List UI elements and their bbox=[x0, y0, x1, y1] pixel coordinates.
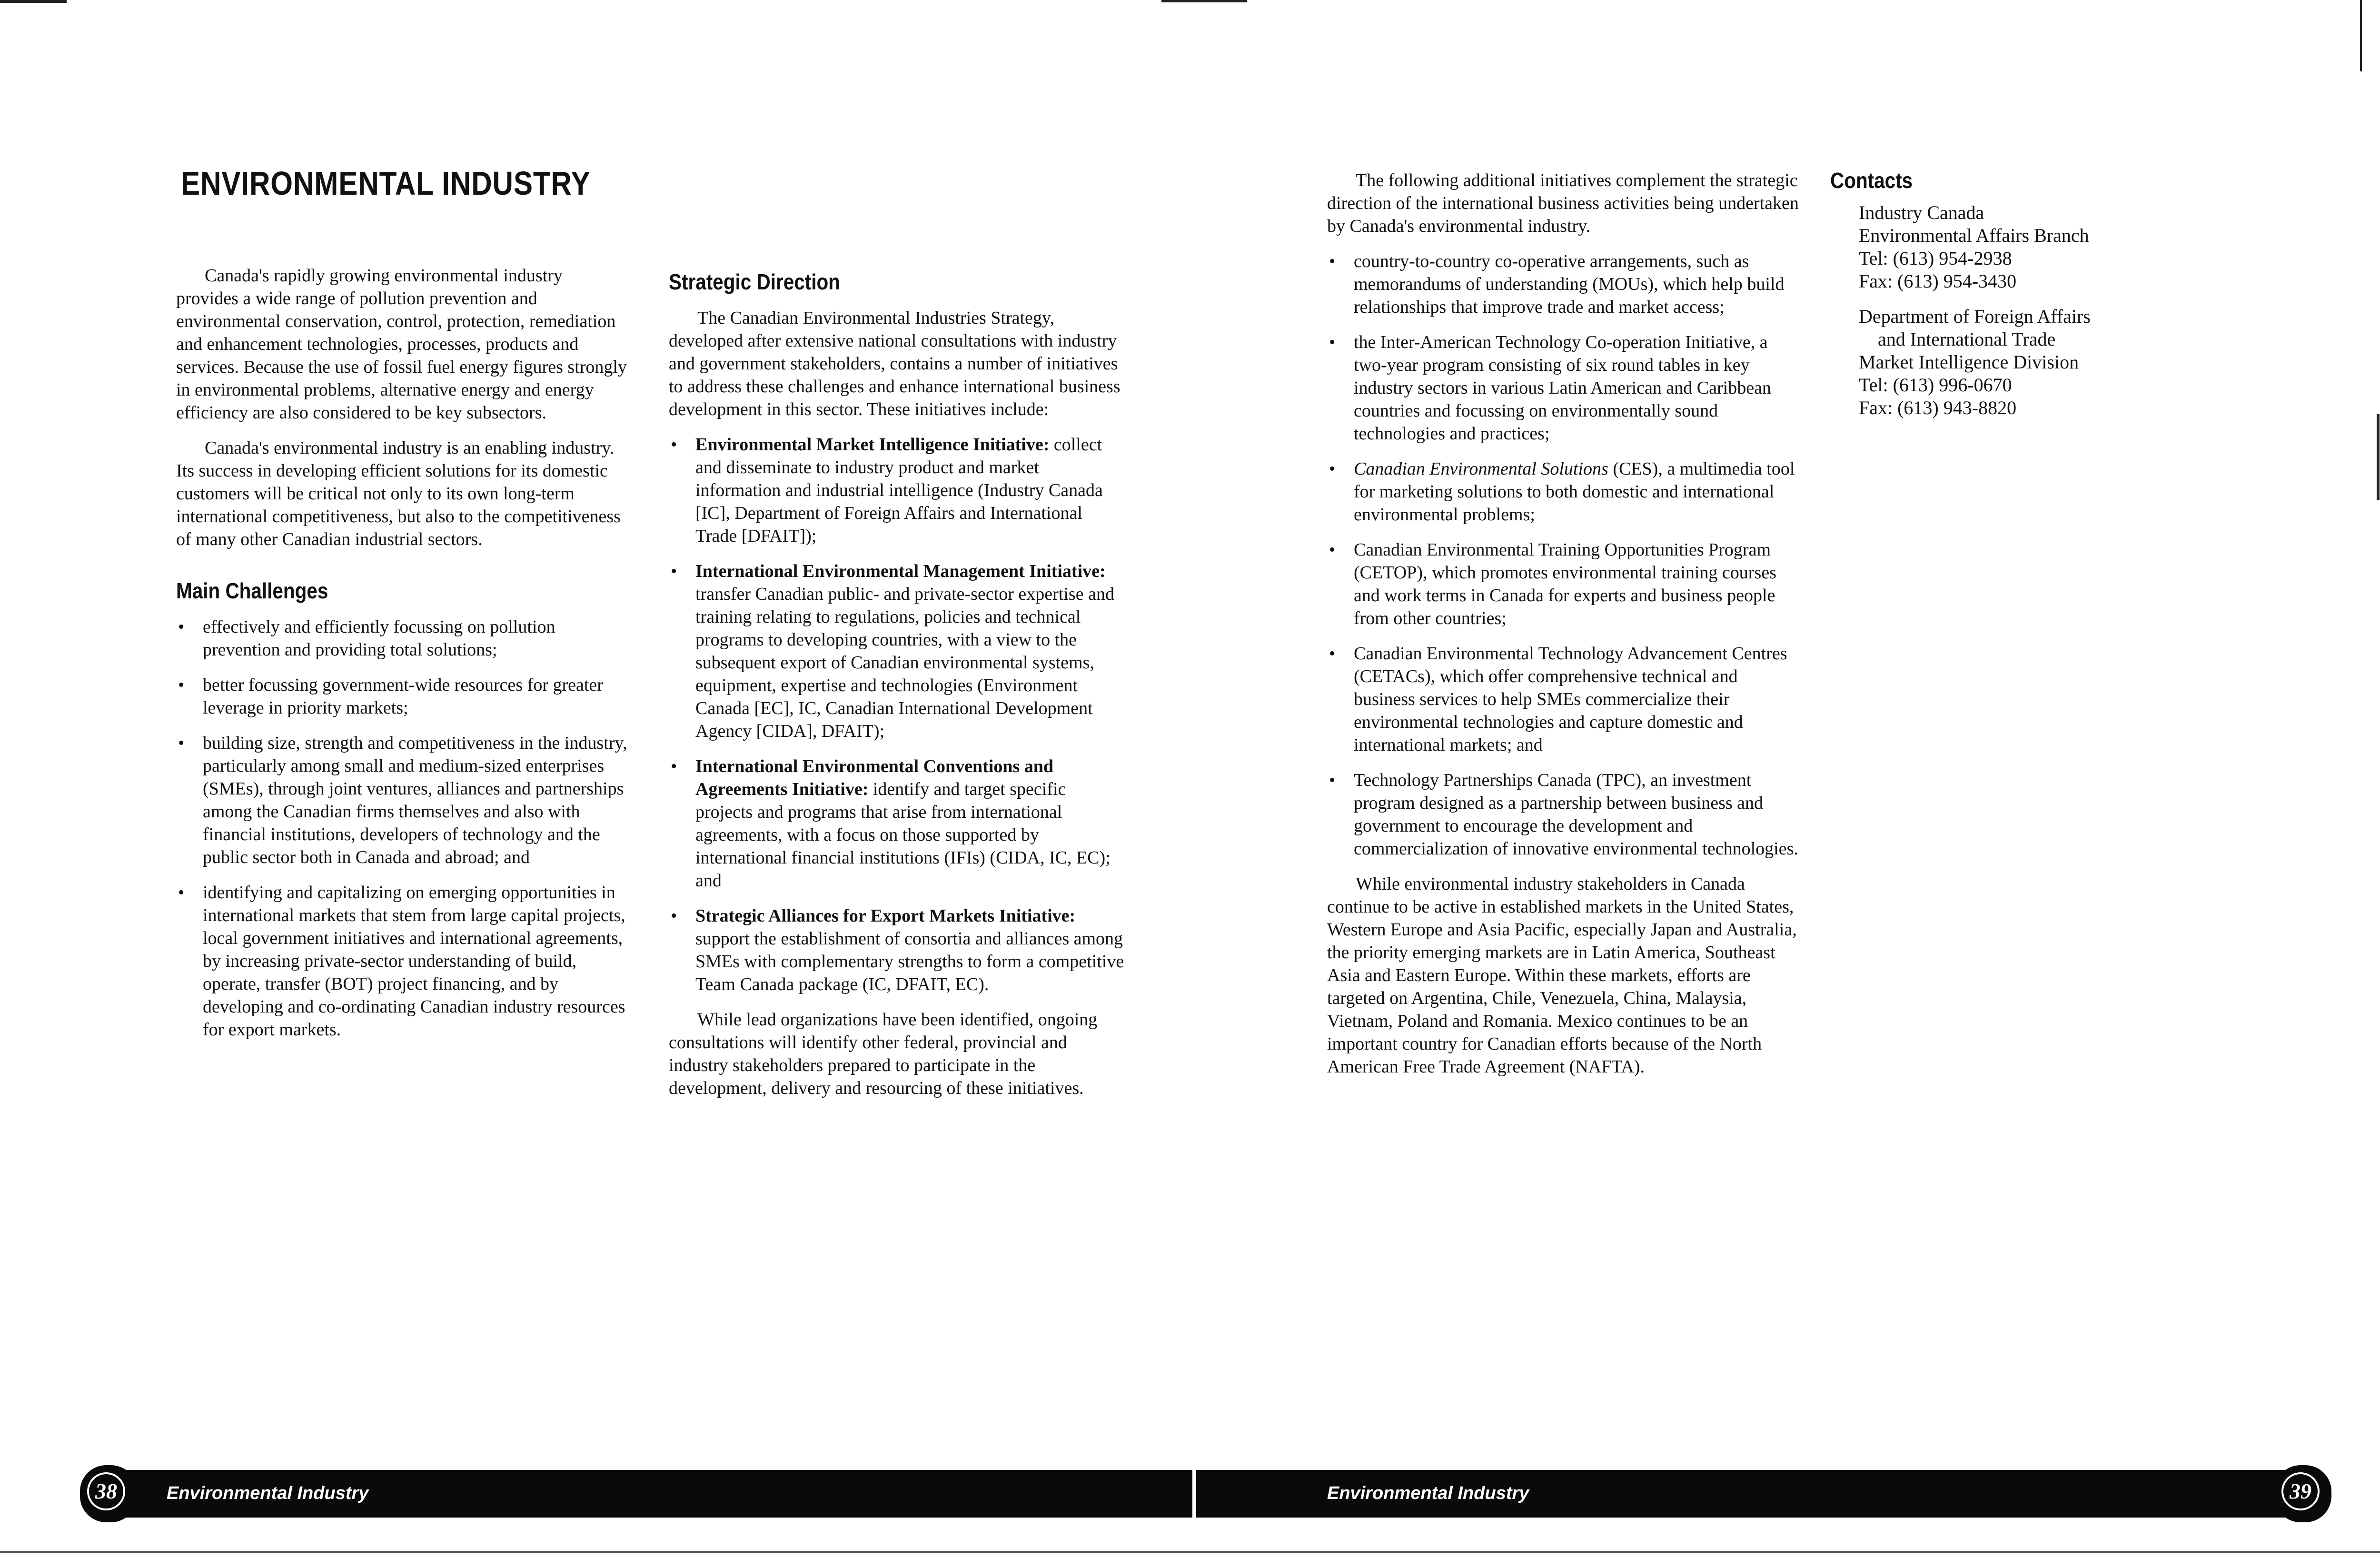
strategic-direction-intro: The Canadian Environmental Industries Strategy, developed after extensive national consultations with industry and government stakeholders, contains a number of initiatives to address these challenges and enhance international business development in this sector. These initiatives include: bbox=[669, 308, 1121, 419]
list-item: • better focussing government-wide resources for greater leverage in priority markets; bbox=[176, 674, 628, 719]
list-item bbox=[669, 755, 1126, 892]
initiative-text: Canadian Environmental Technology Advancement Centres (CETACs), which offer comprehensive technical and business services to help SMEs commercialize their environmental technologies and capture domestic and international markets; and bbox=[1354, 644, 1787, 755]
list-item bbox=[1327, 538, 1803, 630]
scan-edge-mark bbox=[0, 0, 67, 3]
contact-fax: Fax: (613) 943-8820 bbox=[1859, 397, 2017, 418]
initiative-text: the Inter-American Technology Co-operation Initiative, a two-year program consisting of six round tables in key industry sectors in various Latin American and Caribbean countries and focussing on environmentally sound technologies and practices; bbox=[1354, 332, 1771, 444]
list-item: • identifying and capitalizing on emerging opportunities in international markets that stem from large capital projects, local government initiatives and international agreements, by increasing private-sector understanding of build, operate, transfer (BOT) project financing, and by developing and co-ordinating Canadian industry resources for export markets. bbox=[176, 881, 628, 1041]
page-number: 38 bbox=[87, 1472, 125, 1510]
strategic-direction-closing: While lead organizations have been identified, ongoing consultations will identify other federal, provincial and industry stakeholders prepared to participate in the development, delivery and resourcing of these initiatives. bbox=[669, 1010, 1098, 1098]
initiative-name: Strategic Alliances for Export Markets Initiative: bbox=[695, 906, 1076, 926]
list-item bbox=[1327, 769, 1803, 860]
scan-edge-mark bbox=[1161, 0, 1247, 2]
list-item bbox=[1327, 642, 1803, 756]
left-column-1 bbox=[176, 264, 628, 1053]
contact-org-name-cont: and International Trade bbox=[1878, 328, 2056, 350]
list-item: • effectively and efficiently focussing on pollution prevention and providing total solutions; bbox=[176, 615, 628, 661]
contact-tel: Tel: (613) 954-2938 bbox=[1859, 248, 2012, 269]
scan-edge-mark bbox=[2360, 0, 2362, 71]
initiative-text: identify and target specific projects and programs that arise from international agreements, with a focus on those supported by international financial institutions (IFIs) (CIDA, IC, EC); and bbox=[695, 779, 1111, 891]
list-item bbox=[669, 433, 1126, 547]
initiative-text: country-to-country co-operative arrangements, such as memorandums of understanding (MOUs), which help build relationships that improve trade and market access; bbox=[1354, 251, 1785, 317]
right-page bbox=[1196, 0, 2380, 1558]
initiative-text: Canadian Environmental Training Opportunities Program (CETOP), which promotes environmental training courses and work terms in Canada for experts and business people from other countries; bbox=[1354, 540, 1776, 628]
contact-org-name: Industry Canada bbox=[1859, 202, 1984, 223]
strategic-initiatives-list bbox=[669, 433, 1126, 996]
initiative-italic: Canadian Environmental Solutions bbox=[1354, 459, 1608, 479]
footer-label: Environmental Industry bbox=[1327, 1483, 1529, 1503]
scan-edge-mark bbox=[2377, 414, 2380, 500]
contact-branch: Environmental Affairs Branch bbox=[1859, 225, 2089, 246]
contacts-section bbox=[1830, 169, 2211, 432]
contacts-heading: Contacts bbox=[1830, 168, 1913, 193]
contact-tel: Tel: (613) 996-0670 bbox=[1859, 374, 2012, 396]
list-item bbox=[669, 560, 1126, 743]
list-item bbox=[669, 904, 1126, 996]
scan-edge-mark bbox=[0, 1551, 2380, 1553]
initiative-text: (CES), a multimedia tool for marketing solutions to both domestic and international environmental problems; bbox=[1354, 459, 1795, 525]
additional-initiatives-intro: The following additional initiatives complement the strategic direction of the international business activities being undertaken by Canada's environmental industry. bbox=[1327, 170, 1799, 236]
initiative-text: transfer Canadian public- and private-sector expertise and training relating to regulations, policies and technical programs to developing countries, with a view to the subsequent export of Canadian environmental systems, equipment, expertise and technologies (Environment Canada [EC], IC, Canadian International Development Agency [CIDA], DFAIT); bbox=[695, 584, 1114, 741]
contact-fax: Fax: (613) 954-3430 bbox=[1859, 270, 2017, 292]
list-item bbox=[1327, 457, 1803, 526]
list-item bbox=[1327, 250, 1803, 318]
initiative-text: support the establishment of consortia and alliances among SMEs with complementary strengths to form a competitive Team Canada package (IC, DFAIT, EC). bbox=[695, 929, 1124, 994]
contact-industry-canada bbox=[1830, 201, 2211, 293]
initiative-name: International Environmental Management Initiative: bbox=[695, 561, 1106, 581]
left-column-2 bbox=[669, 270, 1126, 1112]
page-number-badge bbox=[80, 1465, 137, 1522]
page-number: 39 bbox=[2281, 1472, 2320, 1510]
list-item: • building size, strength and competitiveness in the industry, particularly among small and medium-sized enterprises (SMEs), through joint ventures, alliances and partnerships among the Canadian firms themselves and also with financial institutions, developers of technology and the public sector both in Canada and abroad; and bbox=[176, 732, 628, 869]
right-column-1 bbox=[1327, 169, 1803, 1091]
contact-division: Market Intelligence Division bbox=[1859, 351, 2079, 373]
initiative-name: Environmental Market Intelligence Initiative: bbox=[695, 435, 1050, 455]
page-title: ENVIRONMENTAL INDUSTRY bbox=[181, 165, 591, 202]
initiative-name: International Environmental Conventions and Agreements Initiative: bbox=[695, 756, 1054, 799]
intro-paragraph-1: Canada's rapidly growing environmental industry provides a wide range of pollution prevention and environmental conservation, control, protection, remediation and enhancement technologies, processes, products and services. Because the use of fossil fuel energy figures strongly in environmental problems, alternative energy and energy efficiency are also considered to be key subsectors. bbox=[176, 266, 627, 423]
contact-org-name: Department of Foreign Affairs bbox=[1859, 306, 2091, 327]
footer-label: Environmental Industry bbox=[167, 1483, 369, 1503]
main-challenges-list bbox=[176, 615, 628, 1041]
footer-bar bbox=[1196, 1470, 2291, 1518]
intro-paragraph-2: Canada's environmental industry is an enabling industry. Its success in developing efficient solutions for its domestic customers will be critical not only to its own long-term international competitiveness, but also to the competitiveness of many other Canadian industrial sectors. bbox=[176, 438, 621, 549]
initiative-text: Technology Partnerships Canada (TPC), an investment program designed as a partnership between business and government to encourage the development and commercialization of innovative environmental technologies. bbox=[1354, 770, 1798, 859]
additional-initiatives-list bbox=[1327, 250, 1803, 860]
markets-paragraph: While environmental industry stakeholders in Canada continue to be active in established markets in the United States, Western Europe and Asia Pacific, especially Japan and Australia, the priority emerging markets are in Latin America, Southeast Asia and Eastern Europe. Within these markets, efforts are targeted on Argentina, Chile, Venezuela, China, Malaysia, Vietnam, Poland and Romania. Mexico continues to be an important country for Canadian efforts because of the North American Free Trade Agreement (NAFTA). bbox=[1327, 874, 1797, 1077]
strategic-direction-heading: Strategic Direction bbox=[669, 269, 840, 294]
page-number-badge bbox=[2274, 1465, 2331, 1522]
list-item bbox=[1327, 331, 1803, 445]
initiative-text: collect and disseminate to industry product and market information and industrial intelligence (Industry Canada [IC], Department of Foreign Affairs and International Trade [DFAIT]); bbox=[695, 435, 1103, 546]
footer-bar bbox=[109, 1470, 1192, 1518]
contact-dfait bbox=[1830, 305, 2211, 419]
main-challenges-heading: Main Challenges bbox=[176, 578, 328, 603]
